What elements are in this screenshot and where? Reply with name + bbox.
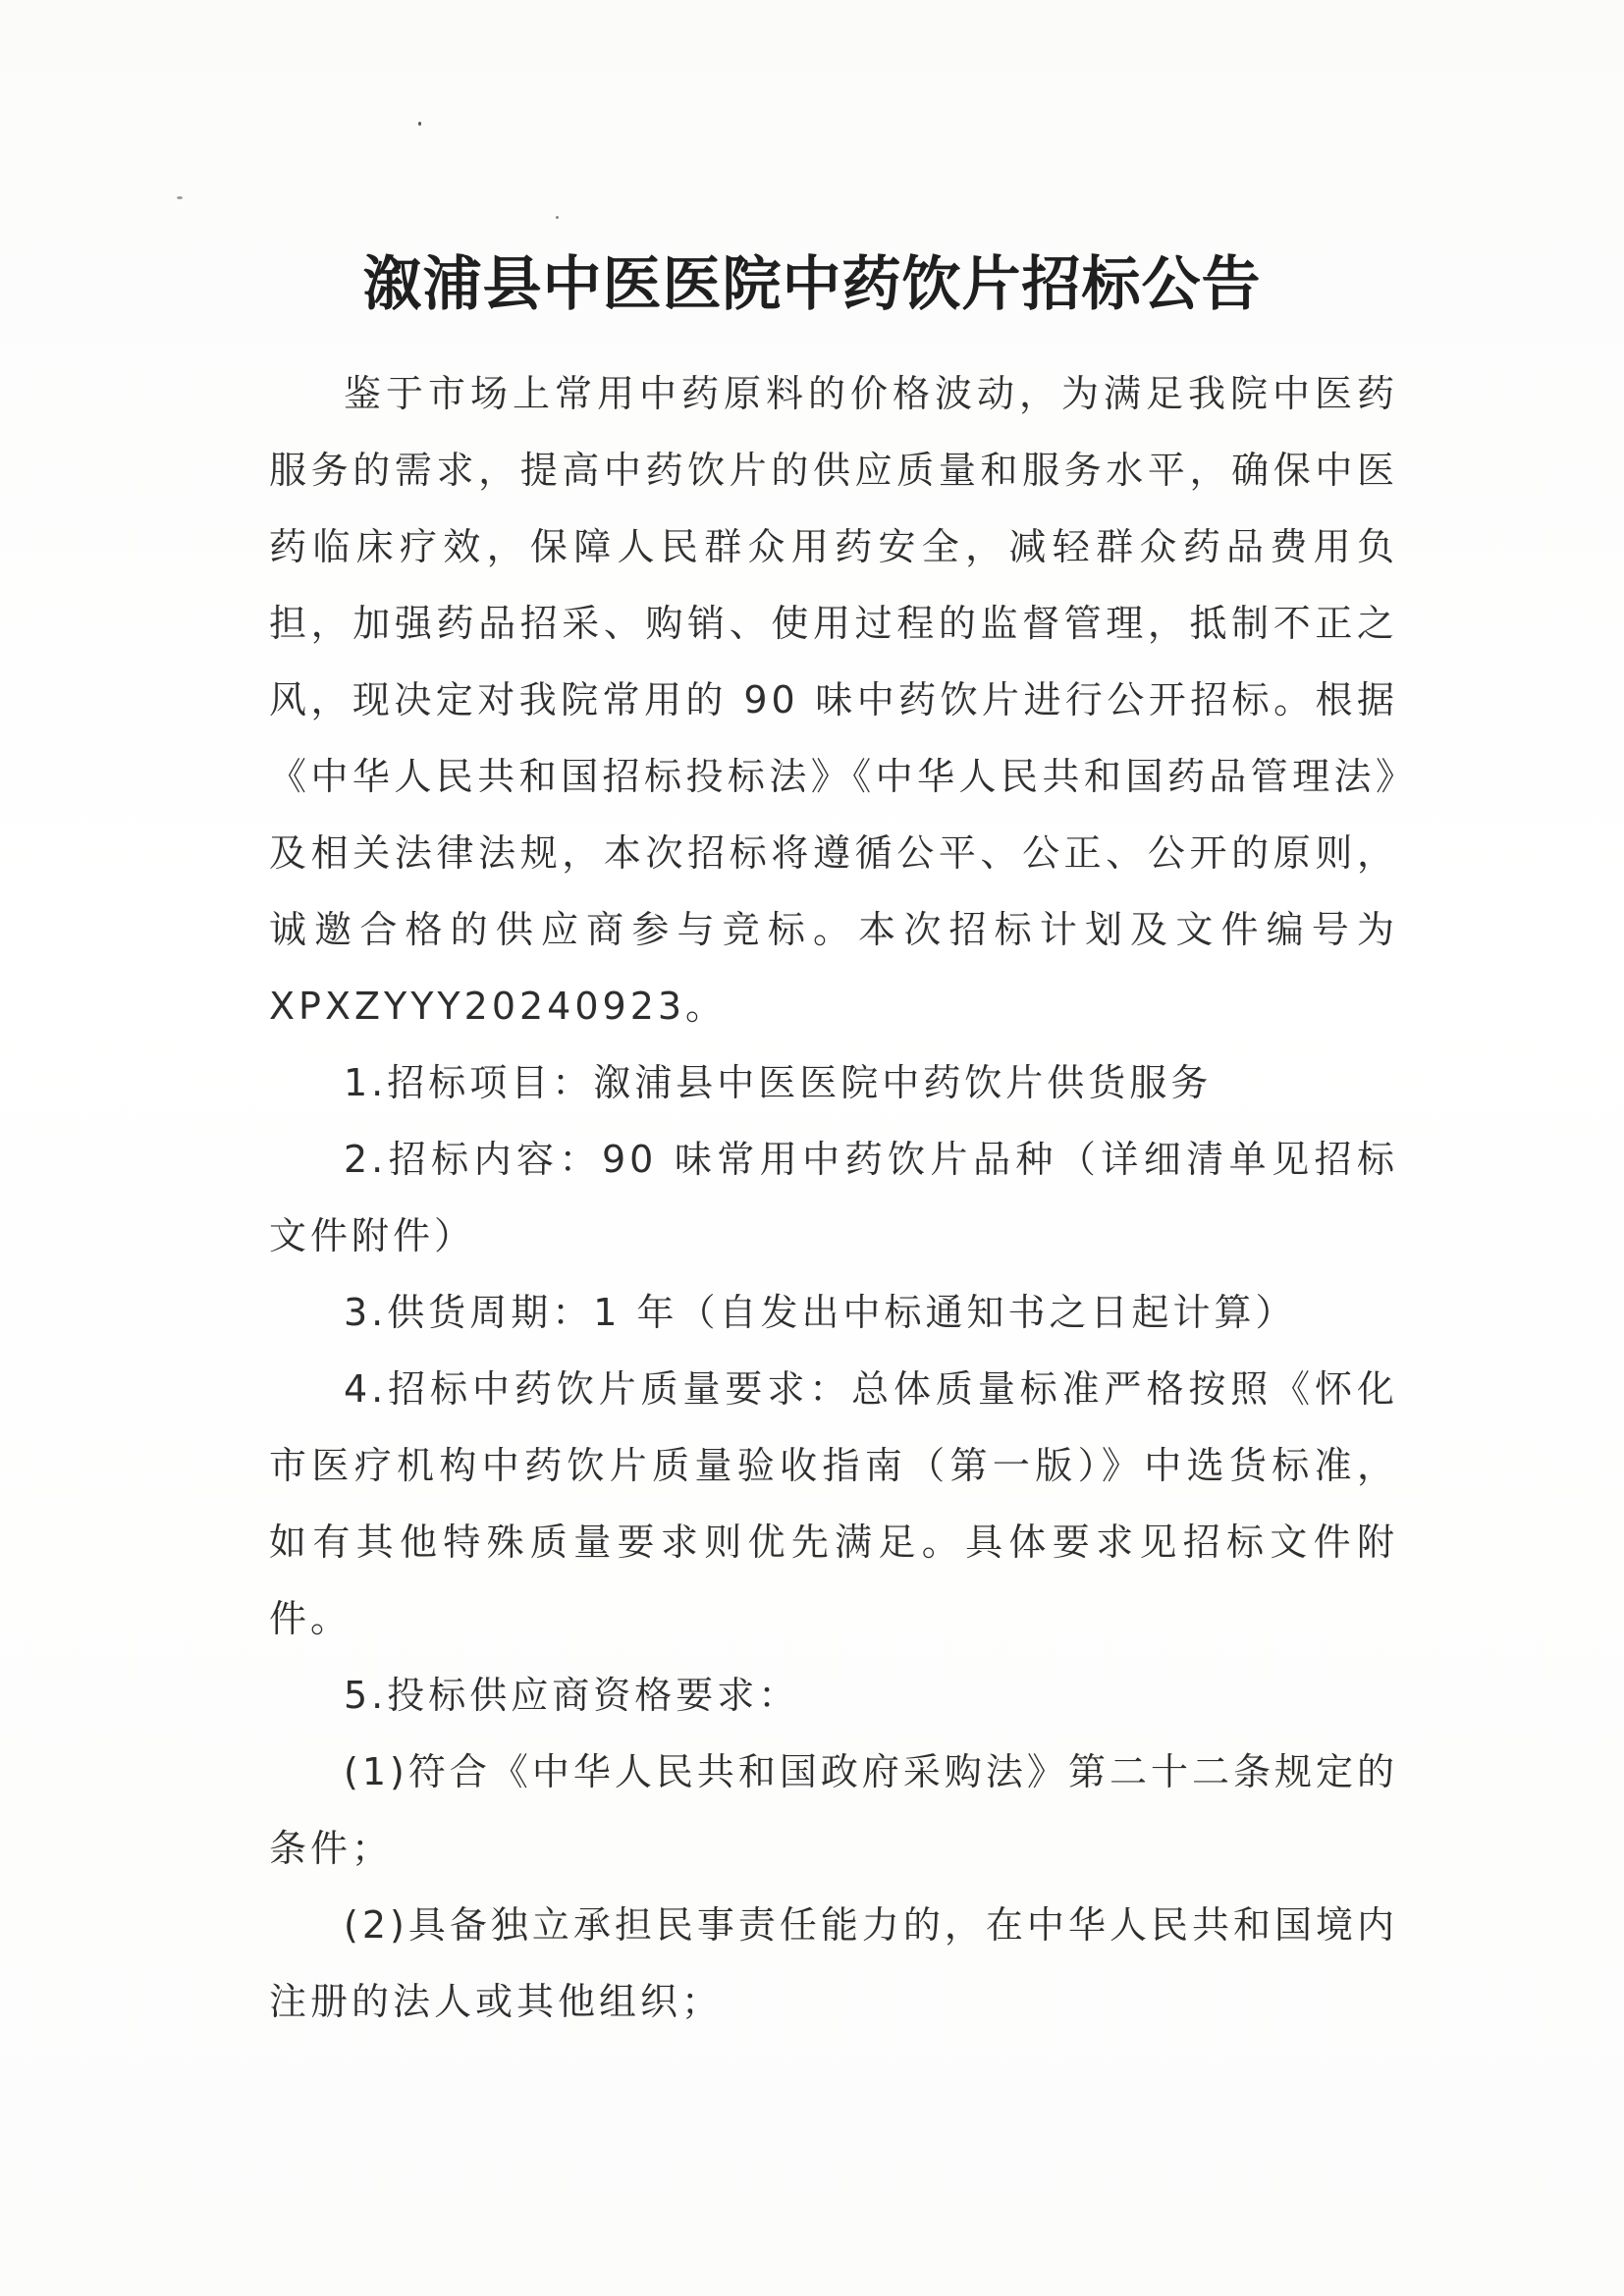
document-body: [269, 355, 1398, 2040]
item-supplier-qualifications: 5.投标供应商资格要求：: [344, 1674, 800, 1717]
qualification-condition-1: (1)符合《中华人民共和国政府采购法》第二十二条规定的条件；: [269, 1750, 1398, 1870]
item-tender-content: 2.招标内容：90 味常用中药饮片品种（详细清单见招标文件附件）: [269, 1138, 1398, 1257]
scan-speck: [556, 216, 559, 219]
scan-speck: [418, 122, 421, 126]
item-tender-project: 1.招标项目：溆浦县中医医院中药饮片供货服务: [344, 1061, 1213, 1104]
scan-speck: [177, 196, 183, 199]
item-quality-requirements: 4.招标中药饮片质量要求：总体质量标准严格按照《怀化市医疗机构中药饮片质量验收指南（第一版）》中选货标准，如有其他特殊质量要求则优先满足。具体要求见招标文件附件。: [269, 1367, 1398, 1640]
item-supply-period: 3.供货周期：1 年（自发出中标通知书之日起计算）: [344, 1291, 1297, 1334]
intro-paragraph: 鉴于市场上常用中药原料的价格波动，为满足我院中医药服务的需求，提高中药饮片的供应质量和服务水平，确保中医药临床疗效，保障人民群众用药安全，减轻群众药品费用负担，加强药品招采、购销、使用过程的监督管理，抵制不正之风，现决定对我院常用的 90 味中药饮片进行公开招标。根据《中华人民共和国招标投标法》《中华人民共和国药品管理法》及相关法律法规，本次招标将遵循公平、公正、公开的原则，诚邀合格的供应商参与竞标。本次招标计划及文件编号为 XPXZYYY20240923。: [269, 372, 1398, 1028]
qualification-condition-2: (2)具备独立承担民事责任能力的，在中华人民共和国境内注册的法人或其他组织；: [269, 1903, 1398, 2023]
document-title: 溆浦县中医医院中药饮片招标公告: [362, 250, 1262, 319]
